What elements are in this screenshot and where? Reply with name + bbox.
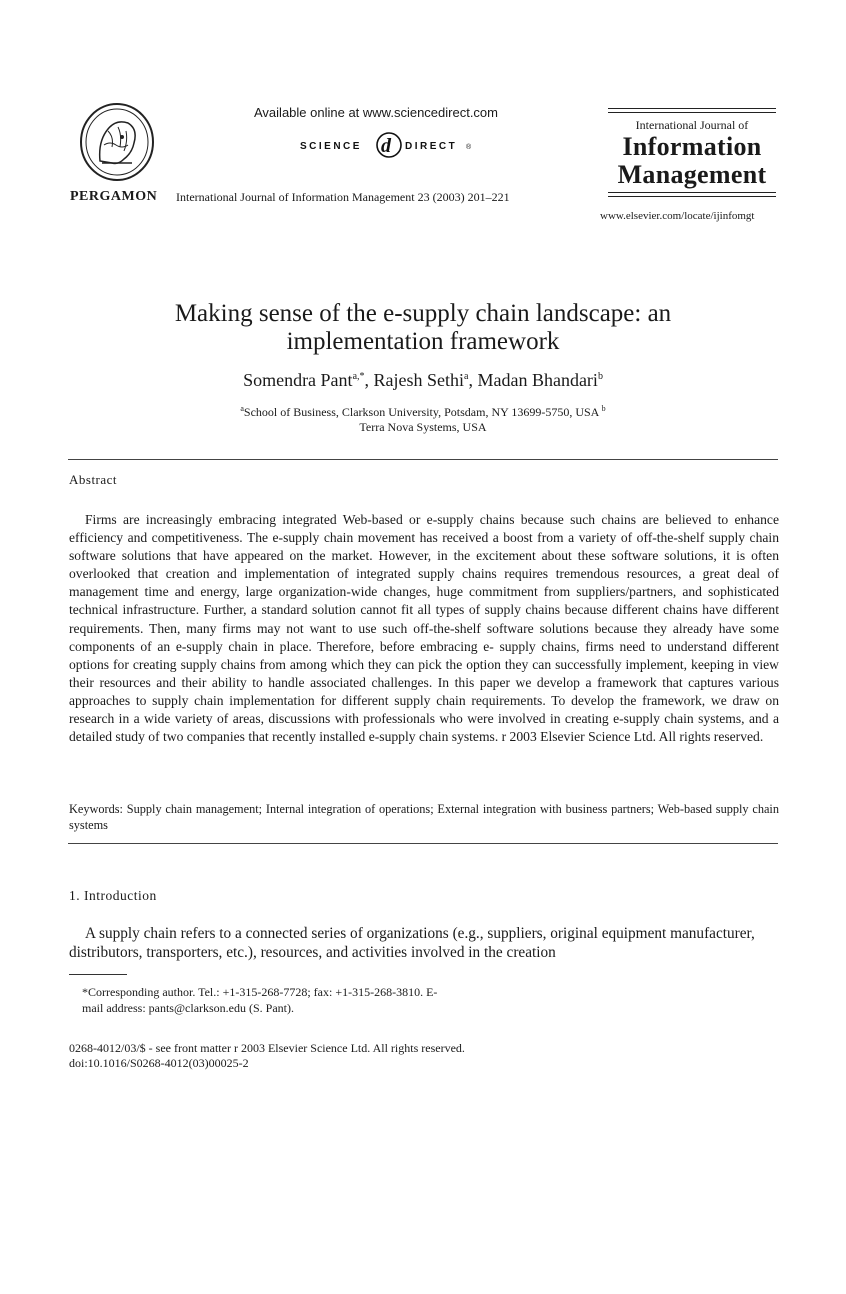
affiliation-mark: b: [601, 404, 606, 413]
author-name: Rajesh Sethi: [373, 370, 465, 390]
introduction-paragraph: A supply chain refers to a connected series of organizations (e.g., suppliers, original equipment manufacturer, distributors, transporters, etc.), resources, and activities involved in the creation: [69, 925, 755, 961]
title-line-2: implementation framework: [286, 328, 560, 355]
doi-line: doi:10.1016/S0268-4012(03)00025-2: [69, 1056, 249, 1070]
journal-citation: International Journal of Information Management 23 (2003) 201–221: [176, 190, 510, 204]
abstract-body: [69, 511, 779, 746]
corresponding-author-footnote: [82, 984, 582, 1016]
sciencedirect-left-word: SCIENCE: [300, 141, 362, 152]
journal-masthead: [608, 108, 776, 197]
available-online-text: Available online at www.sciencedirect.com: [254, 105, 498, 120]
divider-bottom: [68, 843, 778, 844]
svg-text:®: ®: [466, 144, 472, 151]
abstract-heading: Abstract: [69, 472, 118, 487]
copyright-line: 0268-4012/03/$ - see front matter r 2003 Elsevier Science Ltd. All rights reserved.: [69, 1041, 465, 1055]
sciencedirect-right-word: DIRECT: [405, 141, 458, 152]
affiliations: [0, 401, 846, 435]
footnote-rule: [69, 974, 127, 975]
author-name: Madan Bhandari: [477, 370, 598, 390]
elsevier-tree-logo-icon: [78, 101, 156, 183]
title-line-1: Making sense of the e-supply chain landscape: an: [174, 300, 672, 327]
keywords: Keywords: Supply chain management; Internal integration of operations; External integration with business partners; Web-based supply chain systems: [69, 802, 779, 832]
divider-top: [68, 459, 778, 460]
affiliation-b: Terra Nova Systems, USA: [359, 420, 487, 434]
journal-name-line2: Information: [622, 132, 762, 161]
footnote-line: *Corresponding author. Tel.: +1-315-268-7728; fax: +1-315-268-3810. E-: [82, 985, 438, 999]
front-matter: [69, 1041, 669, 1071]
author-name: Somendra Pant: [243, 370, 353, 390]
affiliation-mark: a: [240, 404, 244, 413]
affiliation-text: School of Business, Clarkson University, Potsdam, NY 13699-5750, USA: [243, 405, 599, 419]
journal-url[interactable]: www.elsevier.com/locate/ijinfomgt: [600, 210, 755, 222]
author-affiliation-mark: b: [597, 371, 603, 382]
section-heading-introduction: 1. Introduction: [69, 888, 157, 903]
author-list: [0, 370, 846, 391]
masthead-top-rule: [608, 108, 776, 113]
journal-name-line3: Management: [617, 160, 767, 189]
author-affiliation-mark: a,*: [352, 371, 365, 382]
abstract-paragraph: Firms are increasingly embracing integrated Web-based or e-supply chains because such chains are believed to enhance efficiency and competitiveness. The e-supply chain movement has received a boost from a variety of off-the-shelf supply chain software solutions that have appeared on the market. However, in the excitement about these software solutions, it is often overlooked that creation and implementation of integrated supply chains requires tremendous resources, a great deal of management time and energy, large organization-wide changes, huge commitment from suppliers/partners, and sophisticated technical infrastructure. Further, a standard solution cannot fit all types of supply chains because different chains have different requirements. Then, many firms may not want to use such off-the-shelf software solutions because they already have some components of an e-supply chain in place. Therefore, before embracing e- supply chains, firms need to understand different options for creating supply chains from among which they can pick the option they can successfully implement, keeping in view their resources and their ability to handle associated challenges. In this paper we develop a framework that captures various approaches to supply chain implementation for different supply chain requirements. To develop the framework, we draw on research in a wide variety of areas, discussions with professionals who were involved in creating e-supply chain systems, and a detailed study of two companies that recently installed e-supply chain systems. r 2003 Elsevier Science Ltd. All rights reserved.: [69, 512, 779, 745]
article-title: [0, 300, 846, 356]
author-affiliation-mark: a: [464, 371, 469, 382]
masthead-bottom-rule: [608, 192, 776, 197]
svg-text:d: d: [381, 135, 391, 157]
journal-name-line1: International Journal of: [635, 118, 749, 132]
sciencedirect-logo: [300, 130, 480, 160]
publisher-name: PERGAMON: [70, 189, 158, 204]
affiliation-a: [0, 401, 846, 420]
author-separator: ,: [468, 370, 478, 390]
author-separator: ,: [364, 370, 374, 390]
footnote-line: mail address: pants@clarkson.edu (S. Pant).: [82, 1001, 295, 1015]
